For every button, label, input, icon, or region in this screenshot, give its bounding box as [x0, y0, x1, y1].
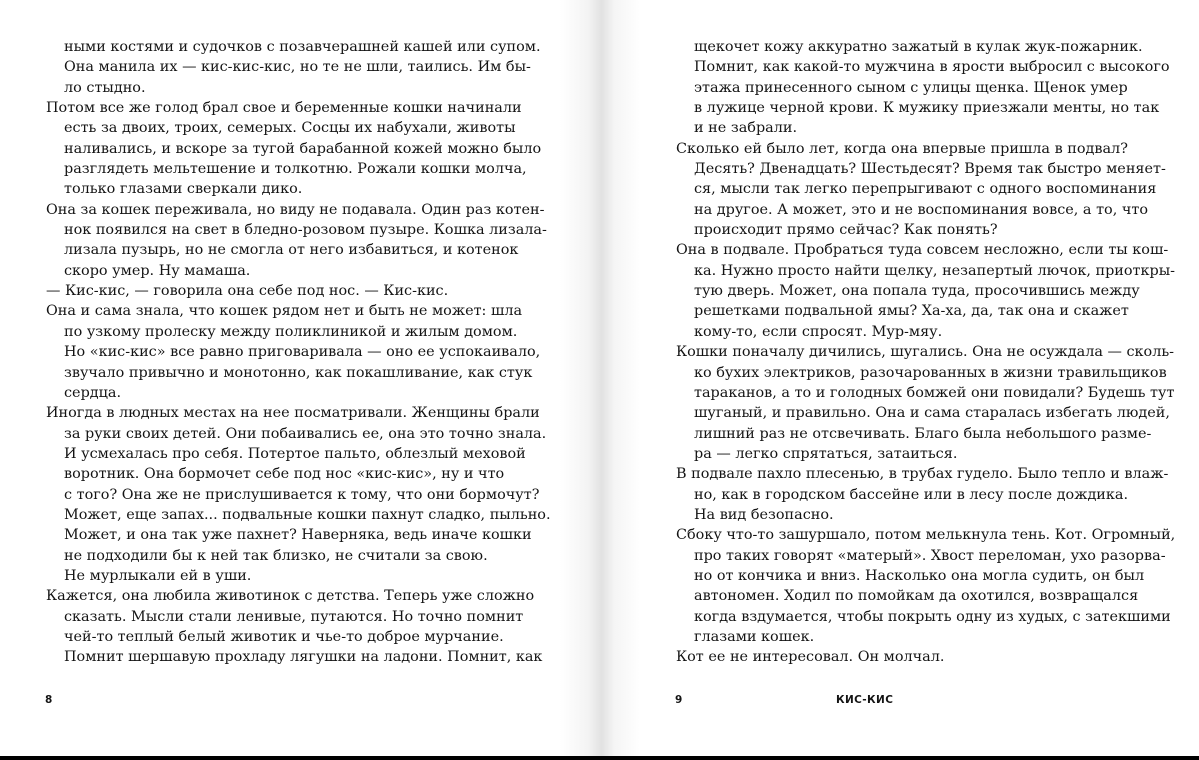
text-line: тараканов, а то и голодных бомжей они повидали? Будешь тут	[694, 384, 1175, 401]
right-page-number: 9	[675, 694, 683, 706]
text-line: Помнит, как какой-то мужчина в ярости выбросил с высокого	[694, 59, 1170, 76]
text-line: И усмехалась про себя. Потертое пальто, облезлый меховой	[64, 445, 526, 462]
text-line: но от кончика и вниз. Насколько она могла судить, он был	[694, 567, 1145, 584]
text-line: есть за двоих, троих, семерых. Сосцы их набухали, животы	[64, 120, 516, 137]
text-line: Кошки поначалу дичились, шугались. Она не осуждала — сколь-	[676, 344, 1175, 361]
text-line: В подвале пахло плесенью, в трубах гудело. Было тепло и влаж-	[676, 466, 1169, 483]
text-line: Десять? Двенадцать? Шестьдесят? Время так быстро меняет-	[694, 161, 1166, 178]
text-line: сердца.	[64, 384, 122, 401]
text-line: на другое. А может, это и не воспоминания вовсе, а то, что	[694, 201, 1148, 218]
text-line: ра — легко спрятаться, затаиться.	[694, 445, 958, 462]
text-line: ными костями и судочков с позавчерашней кашей или супом.	[64, 39, 541, 55]
text-line: — Кис-кис, — говорила она себе под нос. — Кис-кис.	[46, 283, 449, 300]
text-line: Но «кис-кис» все равно приговаривала — оно ее успокаивало,	[64, 344, 541, 361]
book-gutter-shadow	[560, 0, 640, 756]
text-line: Потом все же голод брал свое и беременные кошки начинали	[46, 100, 522, 117]
text-line: лизала пузырь, но не смогла от него избавиться, и котенок	[64, 242, 519, 259]
text-line: и не забрали.	[694, 120, 798, 137]
text-line: Может, еще запах... подвальные кошки пахнут сладко, пыльно.	[64, 506, 551, 523]
right-page-text	[676, 37, 1176, 668]
text-line: Она за кошек переживала, но виду не подавала. Один раз котен-	[46, 201, 545, 218]
text-line: На вид безопасно.	[694, 506, 834, 523]
text-line: по узкому пролеску между поликлиникой и жилым домом.	[64, 323, 518, 340]
text-line: шуганый, и правильно. Она и сама старалась избегать людей,	[694, 405, 1170, 422]
text-line: щекочет кожу аккуратно зажатый в кулак жук-пожарник.	[694, 39, 1143, 55]
text-line: Сколько ей было лет, когда она впервые пришла в подвал?	[676, 140, 1128, 157]
running-head-title: КИС-КИС	[836, 694, 894, 706]
text-line: этажа принесенного сыном с улицы щенка. Щенок умер	[694, 79, 1128, 96]
text-line: Она и сама знала, что кошек рядом нет и быть не может: шла	[46, 303, 523, 320]
text-line: сказать. Мысли стали ленивые, путаются. Но точно помнит	[64, 608, 524, 625]
text-line: нок появился на свет в бледно-розовом пузыре. Кошка лизала-	[64, 222, 547, 239]
text-line: автономен. Ходил по помойкам да охотился, возвращался	[694, 588, 1139, 605]
bottom-border	[0, 756, 1199, 760]
text-line: только глазами сверкали дико.	[64, 181, 303, 198]
text-line: лишний раз не отсвечивать. Благо была небольшого разме-	[694, 425, 1152, 442]
text-line: скоро умер. Ну мамаша.	[64, 262, 251, 279]
text-line: Она манила их — кис-кис-кис, но те не шли, таились. Им бы-	[64, 59, 531, 76]
text-line: с того? Она же не прислушивается к тому, что они бормочут?	[64, 486, 540, 503]
text-line: но, как в городском бассейне или в лесу после дождика.	[694, 486, 1129, 503]
text-line: разглядеть мельтешение и толкотню. Рожали кошки молча,	[64, 161, 527, 178]
text-line: Сбоку что-то зашуршало, потом мелькнула тень. Кот. Огромный,	[676, 527, 1176, 544]
text-line: воротник. Она бормочет себе под нос «кис-кис», ну и что	[64, 466, 505, 483]
text-line: когда вздумается, чтобы покрыть одну из худых, с затекшими	[694, 608, 1171, 625]
text-line: Кажется, она любила животинок с детства. Теперь уже сложно	[46, 588, 535, 605]
text-line: ка. Нужно просто найти щелку, незапертый лючок, приоткры-	[694, 262, 1176, 279]
text-line: не подходили бы к ней так близко, не считали за свою.	[64, 547, 488, 564]
text-line: в лужице черной крови. К мужику приезжали менты, но так	[694, 100, 1160, 117]
text-line: ко бухих электриков, разочарованных в жизни травильщиков	[694, 364, 1167, 381]
text-line: происходит прямо сейчас? Как понять?	[694, 222, 998, 239]
text-line: Не мурлыкали ей в уши.	[64, 567, 252, 584]
text-line: Может, и она так уже пахнет? Наверняка, ведь иначе кошки	[64, 527, 532, 544]
text-line: решетками подвальной ямы? Ха-ха, да, так она и скажет	[694, 303, 1129, 320]
text-line: кому-то, если спросят. Мур-мяу.	[694, 323, 943, 340]
text-line: Помнит шершавую прохладу лягушки на ладони. Помнит, как	[64, 649, 543, 666]
text-line: за руки своих детей. Они побаивались ее, она это точно знала.	[64, 425, 547, 442]
text-line: про таких говорят «матерый». Хвост переломан, ухо разорва-	[694, 547, 1166, 564]
left-page-text	[46, 37, 551, 668]
text-line: Она в подвале. Пробраться туда совсем несложно, если ты кош-	[676, 242, 1169, 259]
text-line: наливались, и вскоре за тугой барабанной кожей можно было	[64, 140, 542, 157]
text-line: глазами кошек.	[694, 628, 815, 645]
text-line: Кот ее не интересовал. Он молчал.	[676, 649, 945, 666]
text-line: ся, мысли так легко перепрыгивают с одного воспоминания	[694, 181, 1157, 198]
text-line: тую дверь. Может, она попала туда, просочившись между	[694, 283, 1140, 300]
left-page-number: 8	[45, 694, 53, 706]
text-line: чей-то теплый белый животик и чье-то доброе мурчание.	[64, 628, 504, 645]
text-line: Иногда в людных местах на нее посматривали. Женщины брали	[46, 405, 540, 422]
text-line: звучало привычно и монотонно, как покашливание, как стук	[64, 364, 533, 381]
text-line: ло стыдно.	[64, 79, 146, 96]
